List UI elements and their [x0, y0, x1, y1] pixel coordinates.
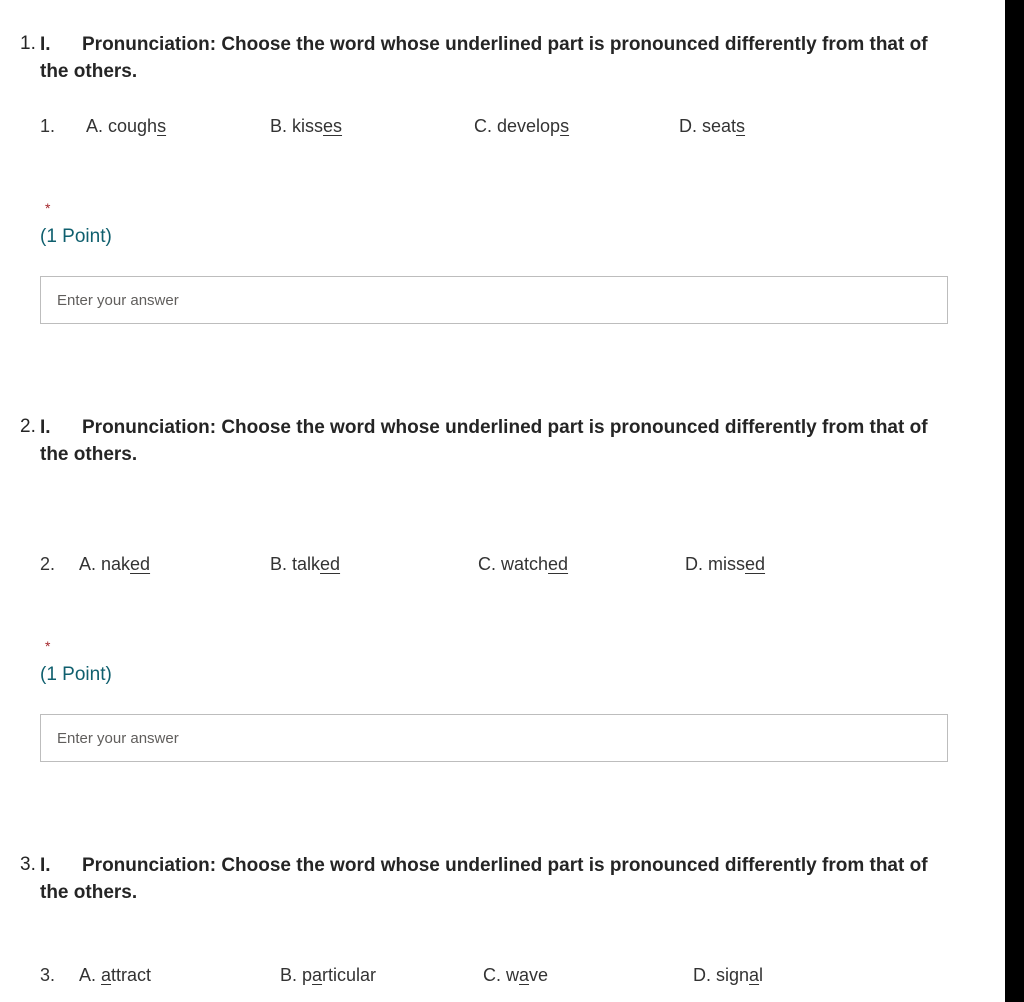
option-d: D. seats [679, 116, 746, 136]
required-asterisk: * [45, 200, 51, 216]
question-points: (1 Point) [40, 226, 112, 247]
option-b: B. talked [270, 554, 341, 574]
item-number: 1. [40, 116, 56, 136]
option-b: B. particular [280, 965, 377, 985]
question-title [40, 414, 955, 468]
option-b: B. kisses [270, 116, 343, 136]
question-title [40, 31, 955, 85]
option-c: C. develops [474, 116, 570, 136]
window-edge [1005, 0, 1024, 1002]
question-points: (1 Point) [40, 664, 112, 685]
question-text: Pronunciation: Choose the word whose underlined part is pronounced differently from that of the others. [40, 417, 928, 465]
option-c: C. watched [478, 554, 569, 574]
question-text: Pronunciation: Choose the word whose underlined part is pronounced differently from that of the others. [40, 855, 928, 903]
option-c: C. wave [483, 965, 549, 985]
option-a: A. coughs [86, 116, 167, 136]
answer-input[interactable] [40, 276, 948, 324]
question-number: 3. [20, 854, 36, 875]
question-text: Pronunciation: Choose the word whose underlined part is pronounced differently from that of the others. [40, 34, 928, 82]
item-number: 2. [40, 554, 56, 574]
question-number: 1. [20, 33, 36, 54]
section-roman: I. [40, 34, 51, 55]
option-d: D. signal [693, 965, 764, 985]
item-number: 3. [40, 965, 56, 985]
question-number: 2. [20, 416, 36, 437]
question-title [40, 852, 955, 906]
required-asterisk: * [45, 638, 51, 654]
option-a: A. naked [79, 554, 151, 574]
section-roman: I. [40, 417, 51, 438]
section-roman: I. [40, 855, 51, 876]
option-a: A. attract [79, 965, 152, 985]
answer-input[interactable] [40, 714, 948, 762]
option-d: D. missed [685, 554, 766, 574]
